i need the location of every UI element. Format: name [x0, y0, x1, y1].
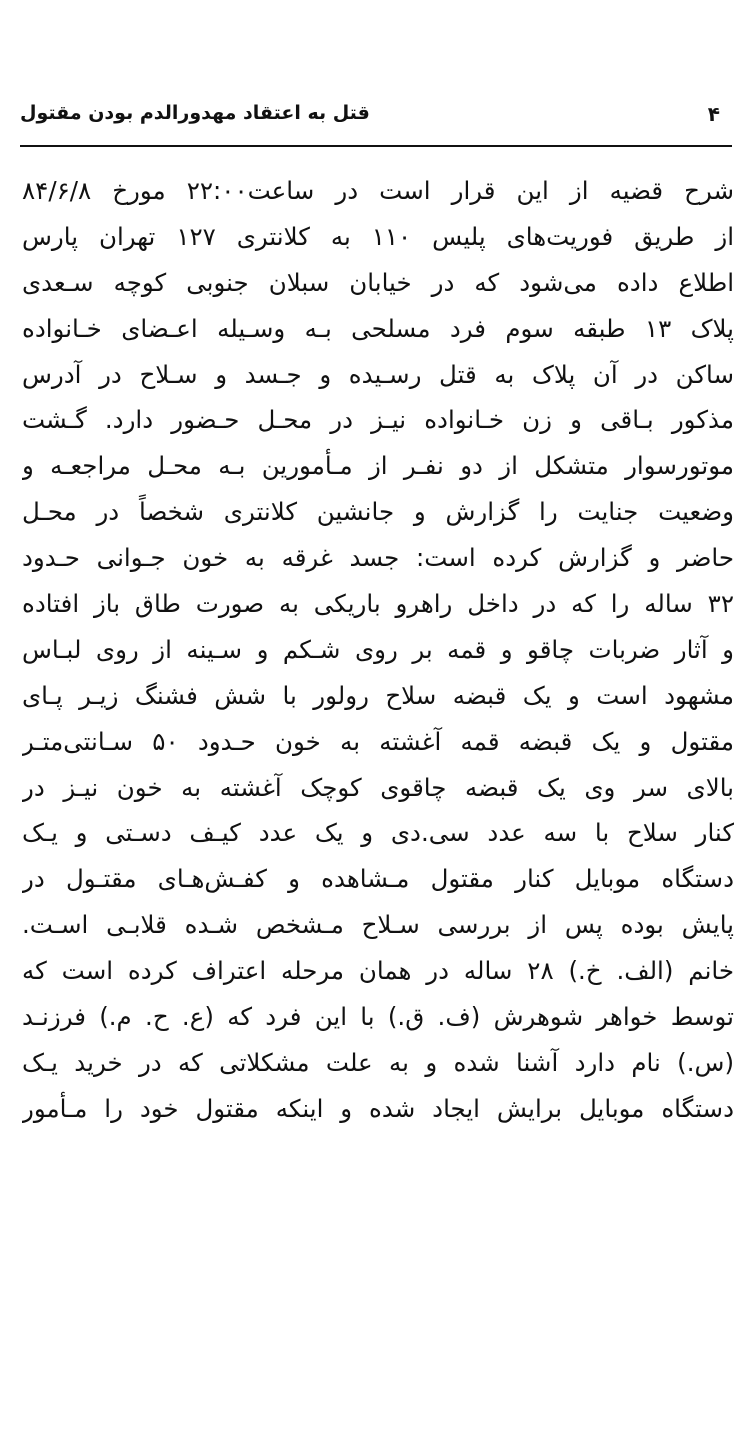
- text-line: ۳۲ ساله را که در داخل راهرو باریکی به صورت طاق باز افتاده: [22, 589, 734, 619]
- text-line: و آثار ضربات چاقو و قمه بر روی شـکم و سـینه از روی لبـاس: [22, 634, 734, 664]
- running-title: قتل به اعتقاد مهدورالدم بودن مقتول: [20, 102, 370, 124]
- text-line: بالای سر وی یک قبضه چاقوی کوچک آغشته به خون نیـز در: [22, 772, 734, 802]
- body-text: [22, 168, 734, 1132]
- text-line: کنار سلاح با سه عدد سی.دی و یک عدد کیـف دسـتی و یـک: [22, 818, 734, 848]
- text-line: دستگاه موبایل برایش ایجاد شده و اینکه مقتول خود را مـأمور: [22, 1093, 734, 1123]
- text-line: ساکن در آن پلاک به قتل رسـیده و جـسد و سـلاح در آدرس: [22, 359, 734, 389]
- header-divider: [20, 145, 732, 147]
- text-line: حاضر و گزارش کرده است: جسد غرقه به خون جـوانی حـدود: [22, 543, 734, 573]
- text-line: موتورسوار متشکل از دو نفـر از مـأمورین بـه محـل مراجعـه و: [22, 451, 734, 481]
- text-line: شرح قضیه از این قرار است در ساعت۲۲:۰۰ مورخ ۸۴/۶/۸: [22, 176, 734, 205]
- text-line: اطلاع داده می‌شود که در خیابان سبلان جنوبی کوچه سـعدی: [22, 267, 734, 297]
- text-line: دستگاه موبایل کنار مقتول مـشاهده و کفـش‌هـای مقتـول در: [22, 864, 734, 894]
- text-line: توسط خواهر شوهرش (ف. ق.) با این فرد که (ع. ح. م.) فرزنـد: [22, 1002, 734, 1032]
- text-line: پایش بوده پس از بررسی سـلاح مـشخص شـده قلابـی اسـت.: [22, 910, 734, 940]
- text-line: خانم (الف. خ.) ۲۸ ساله در همان مرحله اعتراف کرده است که: [22, 956, 734, 986]
- text-line: (س.) نام دارد آشنا شده و به علت مشکلاتی که در خرید یـک: [22, 1047, 734, 1077]
- text-line: مذکور بـاقی و زن خـانواده نیـز در محـل حـضور دارد. گـشت: [22, 405, 734, 435]
- page-number: ۴: [707, 102, 720, 126]
- text-line: پلاک ۱۳ طبقه سوم فرد مسلحی بـه وسـیله اعـضای خـانواده: [22, 313, 734, 343]
- page-header: [20, 96, 734, 140]
- text-line: وضعیت جنایت را گزارش و جانشین کلانتری شخصاً در محـل: [22, 497, 734, 527]
- text-line: مشهود است و یک قبضه سلاح رولور با شش فشنگ زیـر پـای: [22, 680, 734, 710]
- text-line: مقتول و یک قبضه قمه آغشته به خون حـدود ۵۰ سـانتی‌متـر: [22, 726, 734, 756]
- text-line: از طریق فوریت‌های پلیس ۱۱۰ به کلانتری ۱۲۷ تهران پارس: [22, 221, 734, 251]
